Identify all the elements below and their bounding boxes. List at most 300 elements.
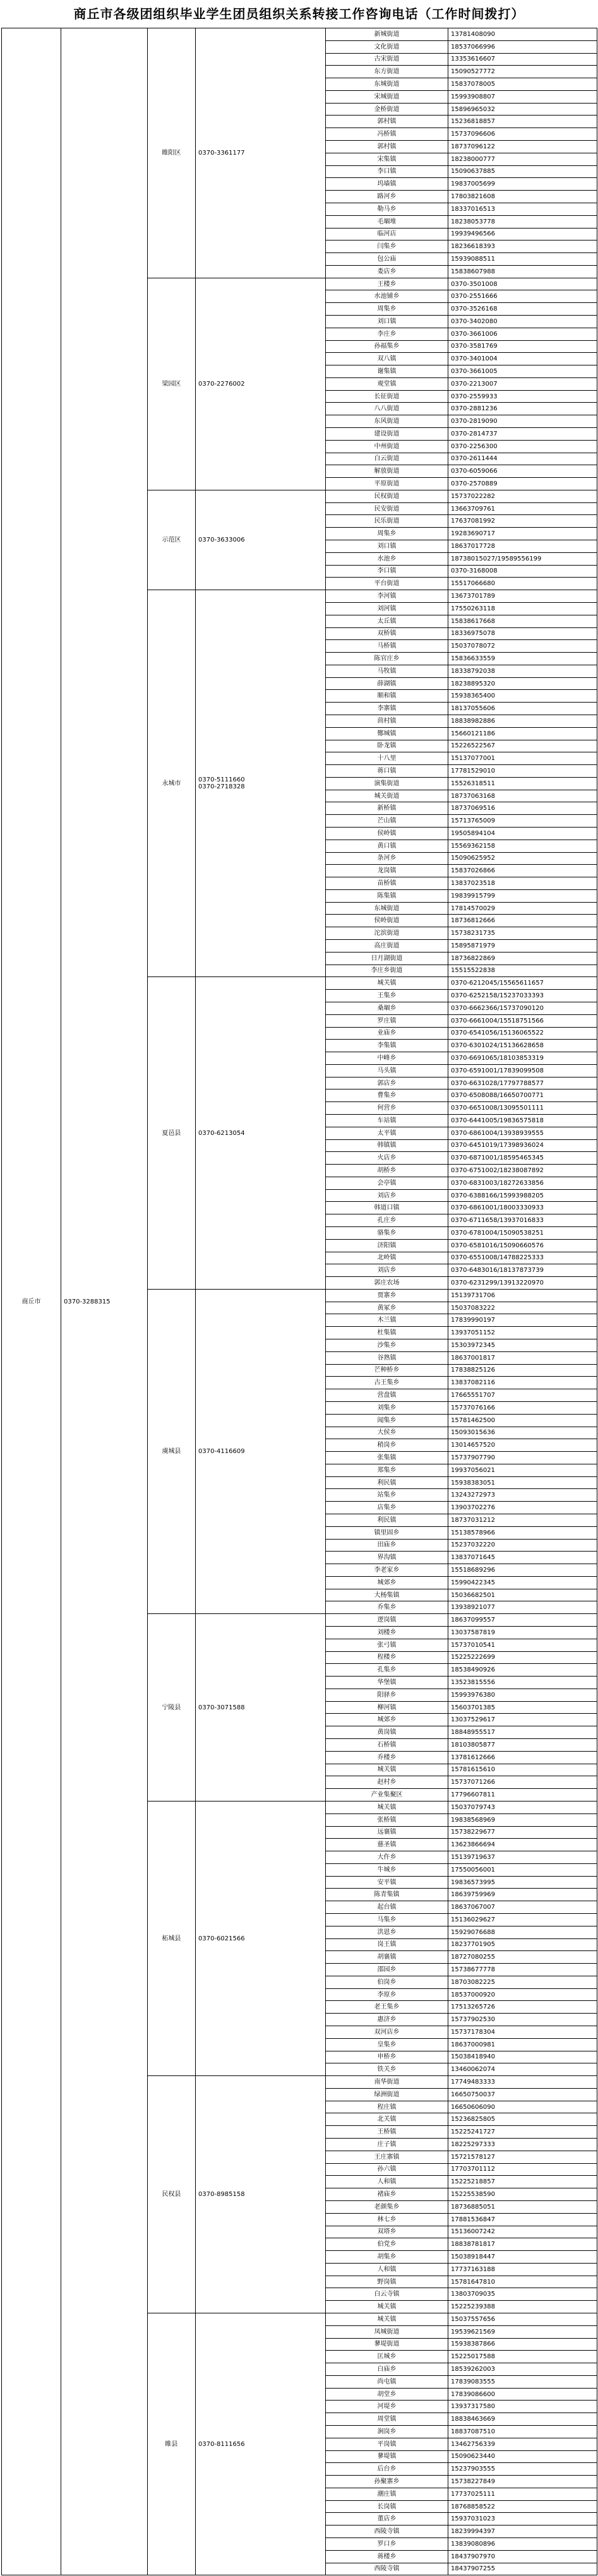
district-phone-cell: 0370-3633006 [196, 490, 326, 590]
street-phone-cell: 13663709761 [448, 502, 597, 515]
table-row [2, 28, 597, 41]
street-name-cell: 铁关乡 [326, 2063, 448, 2076]
street-name-cell: 野岗镇 [326, 2276, 448, 2288]
street-phone-cell: 0370-6231299/13913220970 [448, 1277, 597, 1290]
street-name-cell: 沙集乡 [326, 1339, 448, 1352]
street-name-cell: 店集乡 [326, 1502, 448, 1514]
street-name-cell: 南华街道 [326, 2076, 448, 2089]
street-name-cell: 大杨集镇 [326, 1589, 448, 1601]
street-phone-cell: 15139731706 [448, 1289, 597, 1302]
street-name-cell: 周集乡 [326, 303, 448, 316]
street-name-cell: 胡集乡 [326, 2251, 448, 2264]
street-name-cell: 贾寨乡 [326, 1289, 448, 1302]
district-name-cell: 永城市 [148, 590, 196, 977]
street-phone-cell: 15938383051 [448, 1476, 597, 1489]
street-phone-cell: 18239994397 [448, 2526, 597, 2538]
street-name-cell: 邵园乡 [326, 1964, 448, 1976]
street-name-cell: 龙岗镇 [326, 865, 448, 877]
street-name-cell: 孙聚寨乡 [326, 2476, 448, 2488]
street-name-cell: 谢集镇 [326, 365, 448, 378]
street-phone-cell: 0370-3168008 [448, 565, 597, 578]
street-name-cell: 双八镇 [326, 353, 448, 365]
street-phone-cell: 0370-3581769 [448, 340, 597, 353]
street-name-cell: 后台乡 [326, 2463, 448, 2476]
street-name-cell: 郭村镇 [326, 141, 448, 153]
district-name-cell: 梁园区 [148, 278, 196, 490]
street-phone-cell: 15090527772 [448, 66, 597, 78]
street-phone-cell: 0370-6451019/17398936024 [448, 1139, 597, 1152]
street-name-cell: 蓼堤镇 [326, 2450, 448, 2463]
street-phone-cell: 15939088511 [448, 253, 597, 266]
street-name-cell: 城关镇 [326, 2313, 448, 2325]
street-phone-cell: 18637099557 [448, 1614, 597, 1627]
street-phone-cell: 16650606090 [448, 2101, 597, 2113]
street-phone-cell: 15737902530 [448, 2014, 597, 2026]
street-phone-cell: 15738227849 [448, 2476, 597, 2488]
street-phone-cell: 18237701905 [448, 1938, 597, 1951]
street-phone-cell: 15569362158 [448, 840, 597, 852]
street-name-cell: 褚庙乡 [326, 2188, 448, 2201]
street-phone-cell: 18337016513 [448, 203, 597, 215]
street-phone-cell: 0370-6252158/15237033393 [448, 990, 597, 1002]
street-name-cell: 民乐街道 [326, 515, 448, 528]
street-name-cell: 郭店乡 [326, 1077, 448, 1089]
street-name-cell: 平岗镇 [326, 2438, 448, 2450]
street-name-cell: 白云寺镇 [326, 2288, 448, 2301]
street-phone-cell: 15137077001 [448, 752, 597, 765]
street-phone-cell: 18736822869 [448, 952, 597, 965]
street-name-cell: 张集镇 [326, 1452, 448, 1464]
street-phone-cell: 17781529010 [448, 765, 597, 778]
street-phone-cell: 0370-6861001/18003330933 [448, 1202, 597, 1214]
street-phone-cell: 18238000777 [448, 153, 597, 165]
street-name-cell: 蒋口镇 [326, 765, 448, 778]
street-phone-cell: 17839990197 [448, 1314, 597, 1327]
street-name-cell: 蒋楼乡 [326, 2550, 448, 2563]
district-phone-cell: 0370-3071588 [196, 1614, 326, 1801]
street-name-cell: 日月湖街道 [326, 952, 448, 965]
street-name-cell: 勒马乡 [326, 203, 448, 215]
street-name-cell: 何营乡 [326, 1102, 448, 1115]
street-phone-cell: 13781612666 [448, 1751, 597, 1764]
street-name-cell: 惠济乡 [326, 2014, 448, 2026]
street-phone-cell: 15838607988 [448, 265, 597, 278]
street-phone-cell: 15225218857 [448, 2176, 597, 2188]
street-phone-cell: 19837005699 [448, 178, 597, 191]
street-name-cell: 陈官庄乡 [326, 653, 448, 665]
street-phone-cell: 17737025111 [448, 2488, 597, 2500]
street-name-cell: 张弓镇 [326, 1639, 448, 1651]
street-name-cell: 中峰乡 [326, 1052, 448, 1065]
street-phone-cell: 15737178304 [448, 2026, 597, 2039]
street-name-cell: 黄口镇 [326, 840, 448, 852]
street-name-cell: 东风街道 [326, 415, 448, 428]
street-name-cell: 绿洲街道 [326, 2088, 448, 2101]
street-phone-cell: 0370-6388166/15993988205 [448, 1189, 597, 1202]
street-name-cell: 逻岗镇 [326, 1614, 448, 1627]
street-name-cell: 东城街道 [326, 902, 448, 915]
city-phone-cell: 0370-3288315 [61, 28, 148, 2575]
street-name-cell: 包公庙 [326, 253, 448, 266]
street-name-cell: 慈圣镇 [326, 1839, 448, 1851]
street-name-cell: 芒种桥乡 [326, 1364, 448, 1377]
street-phone-cell: 19539621569 [448, 2325, 597, 2338]
district-phone-cell: 0370-4116609 [196, 1289, 326, 1613]
street-name-cell: 水池铺乡 [326, 290, 448, 303]
street-name-cell: 车站镇 [326, 1114, 448, 1127]
street-phone-cell: 15037557656 [448, 2313, 597, 2325]
district-name-cell: 睢县 [148, 2313, 196, 2575]
street-phone-cell: 0370-6581016/15090660576 [448, 1239, 597, 1252]
street-phone-cell: 0370-3526168 [448, 303, 597, 316]
street-name-cell: 大仵乡 [326, 1851, 448, 1864]
street-name-cell: 乔集乡 [326, 1601, 448, 1614]
street-phone-cell: 18737031212 [448, 1514, 597, 1526]
city-name-cell: 商丘市 [2, 28, 61, 2575]
street-phone-cell: 15660121186 [448, 727, 597, 740]
street-name-cell: 孔集乡 [326, 1664, 448, 1677]
street-name-cell: 李口镇 [326, 565, 448, 578]
street-phone-cell: 15090623440 [448, 2450, 597, 2463]
street-phone-cell: 0370-6483016/18137873739 [448, 1264, 597, 1277]
street-phone-cell: 0370-3402080 [448, 315, 597, 328]
street-phone-cell: 13037587819 [448, 1627, 597, 1639]
street-phone-cell: 0370-2559933 [448, 390, 597, 403]
street-phone-cell: 13460062074 [448, 2063, 597, 2076]
street-name-cell: 西陵寺镇 [326, 2526, 448, 2538]
street-name-cell: 东城街道 [326, 78, 448, 91]
street-phone-cell: 15237903555 [448, 2463, 597, 2476]
street-name-cell: 冯桥镇 [326, 128, 448, 141]
street-name-cell: 界沟镇 [326, 1552, 448, 1564]
street-name-cell: 济阳镇 [326, 1239, 448, 1252]
street-name-cell: 张桥镇 [326, 1813, 448, 1826]
street-phone-cell: 0370-6631028/17797788577 [448, 1077, 597, 1089]
street-name-cell: 东方街道 [326, 66, 448, 78]
street-name-cell: 胡桥乡 [326, 1165, 448, 1177]
street-phone-cell: 19939496566 [448, 228, 597, 240]
street-name-cell: 高庄街道 [326, 940, 448, 953]
street-phone-cell: 15225222699 [448, 1651, 597, 1664]
street-name-cell: 白庙乡 [326, 2363, 448, 2376]
street-name-cell: 匡城乡 [326, 2351, 448, 2363]
street-name-cell: 马牧镇 [326, 665, 448, 677]
street-name-cell: 牛城乡 [326, 1863, 448, 1876]
contact-table [1, 28, 597, 2575]
street-phone-cell: 13938921077 [448, 1601, 597, 1614]
street-name-cell: 杜集镇 [326, 1327, 448, 1339]
street-phone-cell: 13839080896 [448, 2538, 597, 2551]
street-phone-cell: 18238053778 [448, 215, 597, 228]
street-name-cell: 河堤乡 [326, 2401, 448, 2413]
street-phone-cell: 18338792038 [448, 665, 597, 677]
street-name-cell: 中州街道 [326, 440, 448, 453]
street-phone-cell: 15037083222 [448, 1302, 597, 1314]
street-phone-cell: 17637081992 [448, 515, 597, 528]
street-name-cell: 老颜集乡 [326, 2200, 448, 2213]
street-name-cell: 马集乡 [326, 1913, 448, 1926]
street-name-cell: 程楼乡 [326, 1651, 448, 1664]
district-name-cell: 虞城县 [148, 1289, 196, 1613]
street-phone-cell: 0370-6541056/15136065522 [448, 1027, 597, 1040]
street-phone-cell: 15713765009 [448, 815, 597, 828]
street-phone-cell: 15236825805 [448, 2113, 597, 2126]
street-name-cell: 城关镇 [326, 2301, 448, 2313]
street-phone-cell: 17737163188 [448, 2263, 597, 2276]
street-name-cell: 侯岭镇 [326, 828, 448, 840]
street-phone-cell: 15738229677 [448, 1826, 597, 1839]
street-name-cell: 稍岗乡 [326, 1439, 448, 1452]
street-name-cell: 黄冢乡 [326, 1302, 448, 1314]
street-name-cell: 长征街道 [326, 390, 448, 403]
street-phone-cell: 0370-6871001/18595465345 [448, 1152, 597, 1165]
street-phone-cell: 19505894104 [448, 828, 597, 840]
street-name-cell: 娄店乡 [326, 265, 448, 278]
street-name-cell: 申桥乡 [326, 2051, 448, 2063]
street-phone-cell: 13837082116 [448, 1377, 597, 1389]
street-phone-cell: 17703701112 [448, 2163, 597, 2176]
street-phone-cell: 15303972345 [448, 1339, 597, 1352]
street-name-cell: 骆集乡 [326, 1227, 448, 1240]
street-phone-cell: 18437907970 [448, 2550, 597, 2563]
district-name-cell: 夏邑县 [148, 977, 196, 1290]
street-phone-cell: 15038418940 [448, 2051, 597, 2063]
street-name-cell: 周集乡 [326, 528, 448, 540]
street-phone-cell: 0370-6831003/18272633856 [448, 1177, 597, 1189]
street-name-cell: 路河乡 [326, 191, 448, 203]
street-name-cell: 双桥镇 [326, 627, 448, 640]
street-name-cell: 宋集镇 [326, 153, 448, 165]
street-phone-cell: 15225239388 [448, 2301, 597, 2313]
street-phone-cell: 18437907255 [448, 2563, 597, 2575]
street-phone-cell: 18639759969 [448, 1889, 597, 1901]
street-phone-cell: 18838463669 [448, 2413, 597, 2426]
street-phone-cell: 15138578966 [448, 1526, 597, 1539]
street-name-cell: 顺和镇 [326, 690, 448, 703]
street-phone-cell: 13781408090 [448, 28, 597, 41]
street-phone-cell: 13937051152 [448, 1327, 597, 1339]
street-name-cell: 城关镇 [326, 1764, 448, 1776]
street-name-cell: 北关镇 [326, 2113, 448, 2126]
street-phone-cell: 15781647810 [448, 2276, 597, 2288]
district-phone-cell: 0370-5111660 0370-2718328 [196, 590, 326, 977]
street-name-cell: 黄岗镇 [326, 1726, 448, 1739]
street-name-cell: 北岭镇 [326, 1252, 448, 1264]
district-phone-cell: 0370-8985158 [196, 2076, 326, 2313]
street-phone-cell: 15837078005 [448, 78, 597, 91]
street-phone-cell: 15838617668 [448, 615, 597, 627]
street-phone-cell: 15136029627 [448, 1913, 597, 1926]
street-phone-cell: 15737096606 [448, 128, 597, 141]
street-name-cell: 刘集乡 [326, 1401, 448, 1414]
street-phone-cell: 18848955517 [448, 1726, 597, 1739]
street-name-cell: 古王集乡 [326, 1377, 448, 1389]
street-phone-cell: 15737907790 [448, 1452, 597, 1464]
street-name-cell: 双河店乡 [326, 2026, 448, 2039]
street-phone-cell: 19839915799 [448, 889, 597, 902]
street-name-cell: 平原街道 [326, 478, 448, 490]
street-phone-cell: 13903702276 [448, 1502, 597, 1514]
street-phone-cell: 15896965032 [448, 103, 597, 116]
street-phone-cell: 15929076688 [448, 1926, 597, 1938]
street-name-cell: 尚屯镇 [326, 2375, 448, 2388]
street-name-cell: 起台镇 [326, 1901, 448, 1914]
street-phone-cell: 0370-6301024/15136628658 [448, 1040, 597, 1052]
street-name-cell: 谷熟镇 [326, 1351, 448, 1364]
street-name-cell: 刘口镇 [326, 540, 448, 553]
street-phone-cell: 15938387866 [448, 2338, 597, 2351]
street-name-cell: 坞墙镇 [326, 178, 448, 191]
street-name-cell: 芒山镇 [326, 815, 448, 828]
street-name-cell: 木兰镇 [326, 1314, 448, 1327]
street-phone-cell: 13243272973 [448, 1489, 597, 1502]
street-phone-cell: 0370-2551666 [448, 290, 597, 303]
street-name-cell: 站集乡 [326, 1489, 448, 1502]
street-phone-cell: 13523815556 [448, 1677, 597, 1689]
street-name-cell: 产业集聚区 [326, 1789, 448, 1801]
street-name-cell: 城关街道 [326, 790, 448, 802]
street-name-cell: 洪恩乡 [326, 1926, 448, 1938]
street-name-cell: 沱滨街道 [326, 927, 448, 940]
street-phone-cell: 13673701789 [448, 590, 597, 603]
street-phone-cell: 18637067007 [448, 1901, 597, 1914]
street-phone-cell: 13462756339 [448, 2438, 597, 2450]
street-phone-cell: 0370-6508088/16650700771 [448, 1089, 597, 1102]
street-phone-cell: 0370-6751002/18238087892 [448, 1165, 597, 1177]
street-phone-cell: 15225017588 [448, 2351, 597, 2363]
street-phone-cell: 18737063168 [448, 790, 597, 802]
street-phone-cell: 18768858522 [448, 2500, 597, 2513]
street-name-cell: 人和镇 [326, 2263, 448, 2276]
street-phone-cell: 18737096122 [448, 141, 597, 153]
street-name-cell: 古宋街道 [326, 53, 448, 66]
street-phone-cell: 15236818857 [448, 116, 597, 128]
street-name-cell: 王集乡 [326, 990, 448, 1002]
street-name-cell: 郭村镇 [326, 116, 448, 128]
street-phone-cell: 18637001817 [448, 1351, 597, 1364]
district-name-cell: 宁陵县 [148, 1614, 196, 1801]
street-phone-cell: 15090625952 [448, 852, 597, 865]
street-phone-cell: 18637017728 [448, 540, 597, 553]
street-phone-cell: 19838568969 [448, 1813, 597, 1826]
street-name-cell: 临河店 [326, 228, 448, 240]
street-phone-cell: 0370-2213007 [448, 377, 597, 390]
street-name-cell: 人和镇 [326, 2176, 448, 2188]
street-phone-cell: 18538490926 [448, 1664, 597, 1677]
street-name-cell: 长岗镇 [326, 2500, 448, 2513]
street-name-cell: 胡堂乡 [326, 2388, 448, 2401]
street-phone-cell: 18537000920 [448, 1988, 597, 2001]
street-name-cell: 刘店乡 [326, 1189, 448, 1202]
street-phone-cell: 18236618393 [448, 240, 597, 253]
street-phone-cell: 17803821608 [448, 191, 597, 203]
street-phone-cell: 15603701385 [448, 1701, 597, 1714]
street-name-cell: 柳河镇 [326, 1701, 448, 1714]
street-phone-cell: 0370-3661006 [448, 328, 597, 340]
street-phone-cell: 13037529617 [448, 1714, 597, 1726]
street-name-cell: 孔庄乡 [326, 1214, 448, 1227]
street-name-cell: 西陵寺镇 [326, 2563, 448, 2575]
street-name-cell: 宋城街道 [326, 90, 448, 103]
street-phone-cell: 15139719637 [448, 1851, 597, 1864]
street-name-cell: 华堡镇 [326, 1677, 448, 1689]
street-name-cell: 李原乡 [326, 1988, 448, 2001]
street-phone-cell: 18736812666 [448, 915, 597, 927]
street-phone-cell: 18738015027/19589556199 [448, 552, 597, 565]
street-name-cell: 会亭镇 [326, 1177, 448, 1189]
street-name-cell: 民权街道 [326, 490, 448, 502]
street-name-cell: 闫集乡 [326, 240, 448, 253]
street-phone-cell: 0370-6651008/13095501111 [448, 1102, 597, 1115]
street-phone-cell: 17513265726 [448, 2001, 597, 2014]
street-name-cell: 郑集乡 [326, 1464, 448, 1476]
street-name-cell: 太平镇 [326, 1127, 448, 1139]
street-phone-cell: 13837023518 [448, 877, 597, 890]
street-name-cell: 观堂镇 [326, 377, 448, 390]
street-phone-cell: 17839086600 [448, 2388, 597, 2401]
street-phone-cell: 15090637885 [448, 165, 597, 178]
street-phone-cell: 0370-2611444 [448, 453, 597, 465]
street-phone-cell: 13014657520 [448, 1439, 597, 1452]
street-phone-cell: 17796607811 [448, 1789, 597, 1801]
street-name-cell: 茴村镇 [326, 715, 448, 727]
street-name-cell: 罗口乡 [326, 2538, 448, 2551]
street-name-cell: 条河乡 [326, 852, 448, 865]
street-phone-cell: 18238895320 [448, 677, 597, 690]
street-name-cell: 安平镇 [326, 1876, 448, 1889]
street-phone-cell: 15721578127 [448, 2151, 597, 2163]
street-phone-cell: 15738677778 [448, 1964, 597, 1976]
street-name-cell: 刘店乡 [326, 1264, 448, 1277]
street-name-cell: 利民镇 [326, 1514, 448, 1526]
street-phone-cell: 0370-6661004/15518751566 [448, 1014, 597, 1027]
street-name-cell: 孙福集乡 [326, 340, 448, 353]
street-phone-cell: 0370-6861004/13938939555 [448, 1127, 597, 1139]
street-name-cell: 李老家乡 [326, 1564, 448, 1577]
street-name-cell: 王楼乡 [326, 278, 448, 290]
street-phone-cell: 15225538590 [448, 2188, 597, 2201]
street-phone-cell: 19937056021 [448, 1464, 597, 1476]
street-phone-cell: 15938365400 [448, 690, 597, 703]
street-name-cell: 演集街道 [326, 777, 448, 790]
street-phone-cell: 15226522567 [448, 740, 597, 752]
street-name-cell: 太丘镇 [326, 615, 448, 627]
street-phone-cell: 17665551707 [448, 1389, 597, 1402]
street-name-cell: 韩镇镇 [326, 1139, 448, 1152]
district-phone-cell: 0370-6021566 [196, 1801, 326, 2075]
street-name-cell: 董店乡 [326, 2513, 448, 2526]
street-phone-cell: 0370-2819090 [448, 415, 597, 428]
street-name-cell: 远襄镇 [326, 1826, 448, 1839]
street-phone-cell: 13937317580 [448, 2401, 597, 2413]
street-name-cell: 酂城镇 [326, 727, 448, 740]
street-name-cell: 利民镇 [326, 1476, 448, 1489]
street-name-cell: 苗桥镇 [326, 877, 448, 890]
street-phone-cell: 13353616607 [448, 53, 597, 66]
street-name-cell: 潮庄镇 [326, 2488, 448, 2500]
street-phone-cell: 15526318511 [448, 777, 597, 790]
street-name-cell: 王桥镇 [326, 2126, 448, 2139]
street-name-cell: 罗庄镇 [326, 1014, 448, 1027]
street-phone-cell: 17881536847 [448, 2213, 597, 2226]
street-name-cell: 陈集镇 [326, 889, 448, 902]
street-name-cell: 李口镇 [326, 165, 448, 178]
street-phone-cell: 18736885051 [448, 2200, 597, 2213]
street-phone-cell: 0370-6781004/15090538251 [448, 1227, 597, 1240]
street-name-cell: 薛湖镇 [326, 677, 448, 690]
street-name-cell: 民安街道 [326, 502, 448, 515]
street-phone-cell: 17839083555 [448, 2375, 597, 2388]
